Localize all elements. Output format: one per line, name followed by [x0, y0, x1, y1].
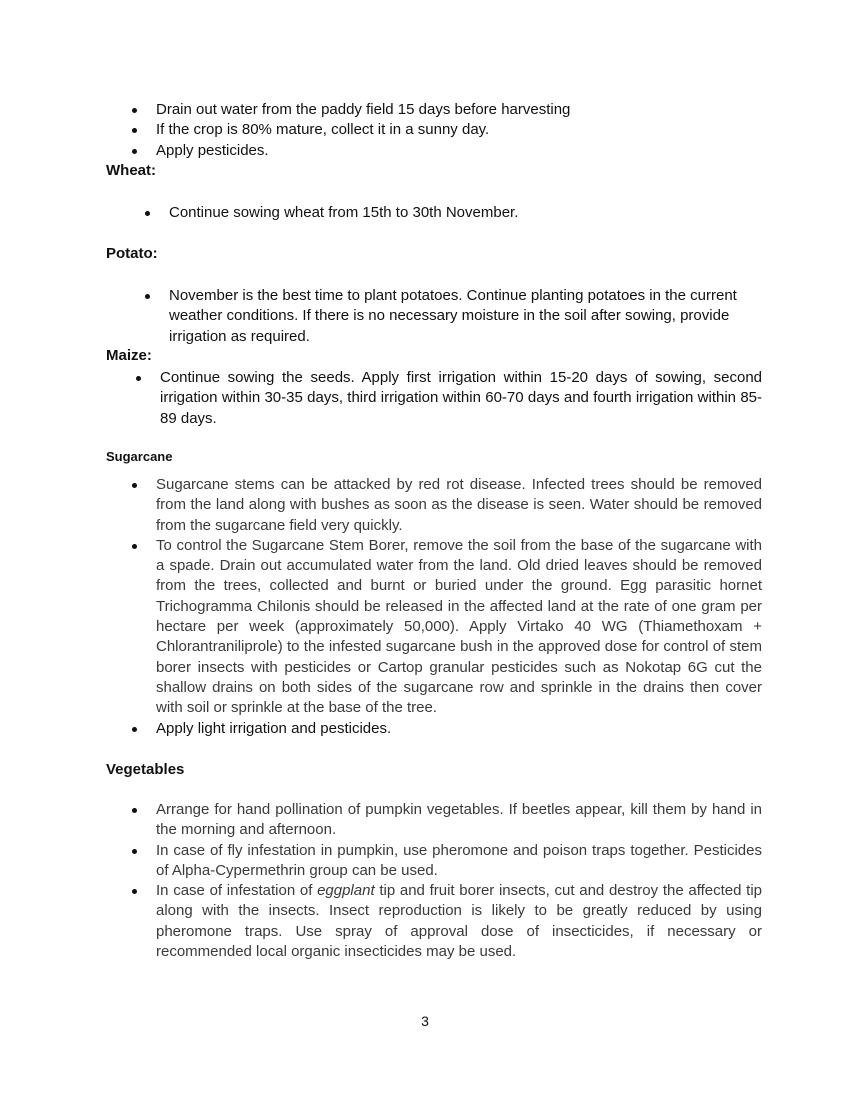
- bullet-icon: [132, 149, 137, 154]
- wheat-heading: Wheat:: [106, 162, 156, 179]
- list-item: Continue sowing wheat from 15th to 30th November.: [169, 203, 769, 223]
- list-item: Apply pesticides.: [156, 141, 776, 161]
- vegetables-heading: Vegetables: [106, 761, 185, 778]
- bullet-icon: [132, 808, 137, 813]
- potato-list: [169, 286, 763, 347]
- wheat-list: [169, 203, 769, 223]
- potato-heading: Potato:: [106, 245, 158, 262]
- bullet-icon: [132, 483, 137, 488]
- list-item: November is the best time to plant potatoes. Continue planting potatoes in the current weather conditions. If there is no necessary moisture in the soil after sowing, provide irrigation as required.: [169, 286, 763, 347]
- list-item: Apply light irrigation and pesticides.: [156, 719, 762, 739]
- list-item: Sugarcane stems can be attacked by red rot disease. Infected trees should be removed from the land along with bushes as soon as the disease is seen. Water should be removed from the sugarcane field very quickly.: [156, 475, 762, 536]
- list-item: In case of fly infestation in pumpkin, use pheromone and poison traps together. Pesticides of Alpha-Cypermethrin group can be used.: [156, 841, 762, 882]
- bullet-icon: [132, 544, 137, 549]
- eggplant-emphasis: eggplant: [317, 882, 375, 900]
- sugarcane-heading: Sugarcane: [106, 449, 173, 464]
- bullet-icon: [145, 294, 150, 299]
- list-item: In case of infestation of eggplant tip and fruit borer insects, cut and destroy the affected tip along with the insects. Insect reproduction is likely to be greatly reduced by using pheromone traps. Use spray of approval dose of insecticides, if necessary or recommended local organic insecticides may be used.: [156, 881, 762, 962]
- page-number: 3: [421, 1013, 429, 1029]
- bullet-icon: [132, 849, 137, 854]
- maize-heading: Maize:: [106, 347, 152, 364]
- vegetables-list: [156, 800, 762, 962]
- bullet-icon: [132, 889, 137, 894]
- list-item: To control the Sugarcane Stem Borer, remove the soil from the base of the sugarcane with a spade. Drain out accumulated water from the land. Old dried leaves should be removed from the trees, collected and burnt or buried under the ground. Egg parasitic hornet Trichogramma Chilonis should be released in the affected land at the rate of one gram per hectare per week (approximately 50,000). Apply Virtako 40 WG (Thiamethoxam + Chlorantraniliprole) to the infested sugarcane bush in the approved dose for control of stem borer insects with pesticides or Cartop granular pesticides such as Nokotap 6G cut the shallow drains on both sides of the sugarcane row and sprinkle in the drains then cover with soil or sprinkle at the base of the tree.: [156, 536, 762, 719]
- bullet-icon: [132, 727, 137, 732]
- bullet-icon: [132, 128, 137, 133]
- maize-list: [160, 368, 762, 429]
- paddy-list: [156, 100, 776, 161]
- bullet-icon: [132, 108, 137, 113]
- list-item: Continue sowing the seeds. Apply first irrigation within 15-20 days of sowing, second irrigation within 30-35 days, third irrigation within 60-70 days and fourth irrigation within 85-89 days.: [160, 368, 762, 429]
- list-item: If the crop is 80% mature, collect it in a sunny day.: [156, 120, 776, 140]
- sugarcane-list: [156, 475, 762, 739]
- list-item: Drain out water from the paddy field 15 days before harvesting: [156, 100, 776, 120]
- bullet-icon: [145, 211, 150, 216]
- bullet-icon: [136, 376, 141, 381]
- list-item: Arrange for hand pollination of pumpkin vegetables. If beetles appear, kill them by hand in the morning and afternoon.: [156, 800, 762, 841]
